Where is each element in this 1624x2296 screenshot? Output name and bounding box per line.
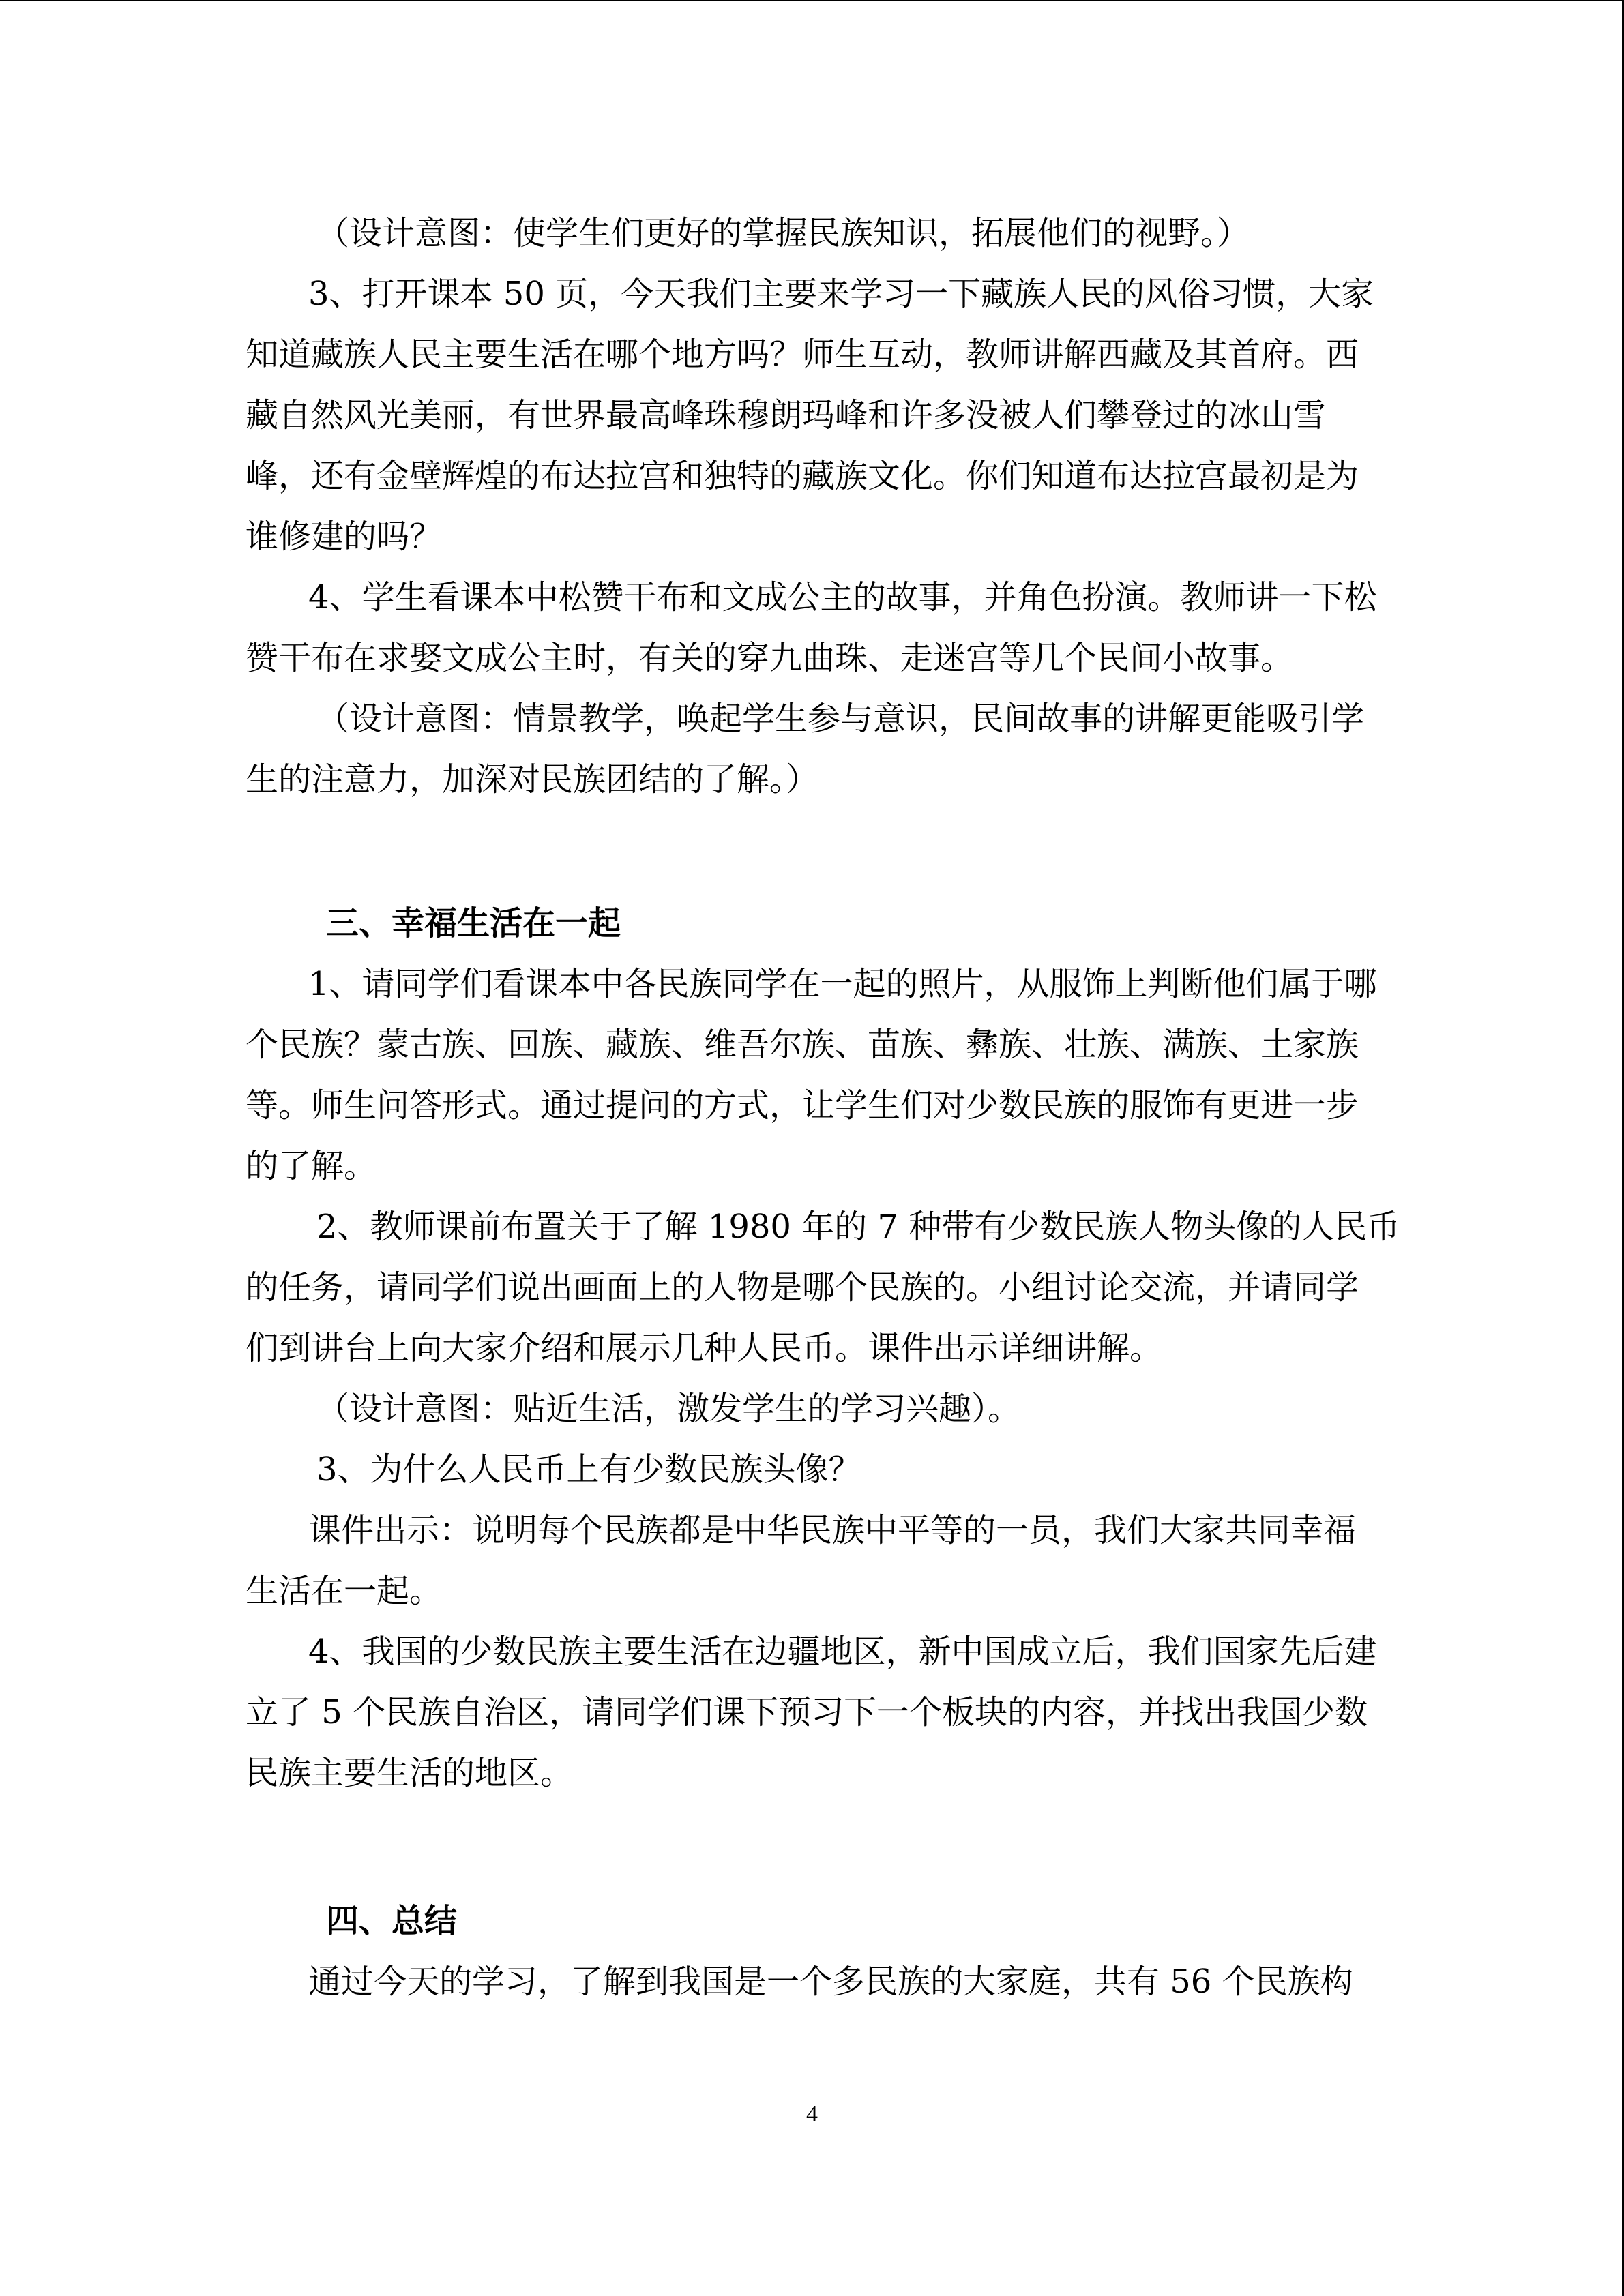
summary-line-1: 通过今天的学习，了解到我国是一个多民族的大家庭，共有 56 个民族构 [308, 1963, 1353, 2001]
paragraph-3-line-5: 谁修建的吗？ [246, 518, 443, 556]
paragraph-4-line-2: 赞干布在求娶文成公主时，有关的穿九曲珠、走迷宫等几个民间小故事。 [246, 639, 1294, 677]
section-gap [246, 810, 1378, 893]
section3-item4-line-2: 立了 5 个民族自治区，请同学们课下预习下一个板块的内容，并找出我国少数 [246, 1693, 1368, 1731]
paragraph-3-line-2: 知道藏族人民主要生活在哪个地方吗？师生互动，教师讲解西藏及其首府。西 [246, 336, 1359, 374]
section3-item1-line-1: 1、请同学们看课本中各民族同学在一起的照片，从服饰上判断他们属于哪 [308, 965, 1377, 1003]
section3-item4-line-3: 民族主要生活的地区。 [246, 1754, 574, 1792]
paragraph-3-line-4: 峰，还有金壁辉煌的布达拉宫和独特的藏族文化。你们知道布达拉宫最初是为 [246, 457, 1359, 495]
section-heading-3: 三、幸福生活在一起 [326, 904, 621, 942]
courseware-line-2: 生活在一起。 [246, 1572, 443, 1610]
courseware-line-1: 课件出示：说明每个民族都是中华民族中平等的一员，我们大家共同幸福 [308, 1511, 1357, 1549]
section3-item2-line-3: 们到讲台上向大家介绍和展示几种人民币。课件出示详细讲解。 [246, 1329, 1163, 1367]
top-border [0, 0, 1624, 1]
section-gap [246, 1804, 1378, 1891]
page-number: 4 [806, 2102, 818, 2127]
paragraph-3-line-3: 藏自然风光美丽，有世界最高峰珠穆朗玛峰和许多没被人们攀登过的冰山雪 [246, 396, 1327, 434]
section3-item4-line-1: 4、我国的少数民族主要生活在边疆地区，新中国成立后，我们国家先后建 [308, 1632, 1377, 1671]
design-intent-2-line-1: （设计意图：情景教学，唤起学生参与意识，民间故事的讲解更能吸引学 [316, 700, 1365, 738]
design-intent-3: （设计意图：贴近生活，激发学生的学习兴趣）。 [316, 1390, 1021, 1428]
section3-item1-line-4: 的了解。 [246, 1147, 377, 1185]
section3-item2-line-2: 的任务，请同学们说出画面上的人物是哪个民族的。小组讨论交流，并请同学 [246, 1268, 1359, 1307]
section3-item2-line-1: 2、教师课前布置关于了解 1980 年的 7 种带有少数民族人物头像的人民币 [316, 1208, 1400, 1246]
section3-item1-line-3: 等。师生问答形式。通过提问的方式，让学生们对少数民族的服饰有更进一步 [246, 1086, 1359, 1124]
design-intent-2-line-2: 生的注意力，加深对民族团结的了解。） [246, 760, 819, 799]
paragraph-3-line-1: 3、打开课本 50 页，今天我们主要来学习一下藏族人民的风俗习惯，大家 [308, 275, 1374, 313]
paragraph-4-line-1: 4、学生看课本中松赞干布和文成公主的故事，并角色扮演。教师讲一下松 [308, 578, 1377, 616]
section3-item3: 3、为什么人民币上有少数民族头像？ [316, 1450, 861, 1489]
design-intent-1: （设计意图：使学生们更好的掌握民族知识，拓展他们的视野。） [316, 214, 1250, 252]
section-heading-4: 四、总结 [326, 1902, 458, 1940]
document-body [246, 203, 1400, 2012]
section3-item1-line-2: 个民族？蒙古族、回族、藏族、维吾尔族、苗族、彝族、壮族、满族、土家族 [246, 1026, 1359, 1064]
